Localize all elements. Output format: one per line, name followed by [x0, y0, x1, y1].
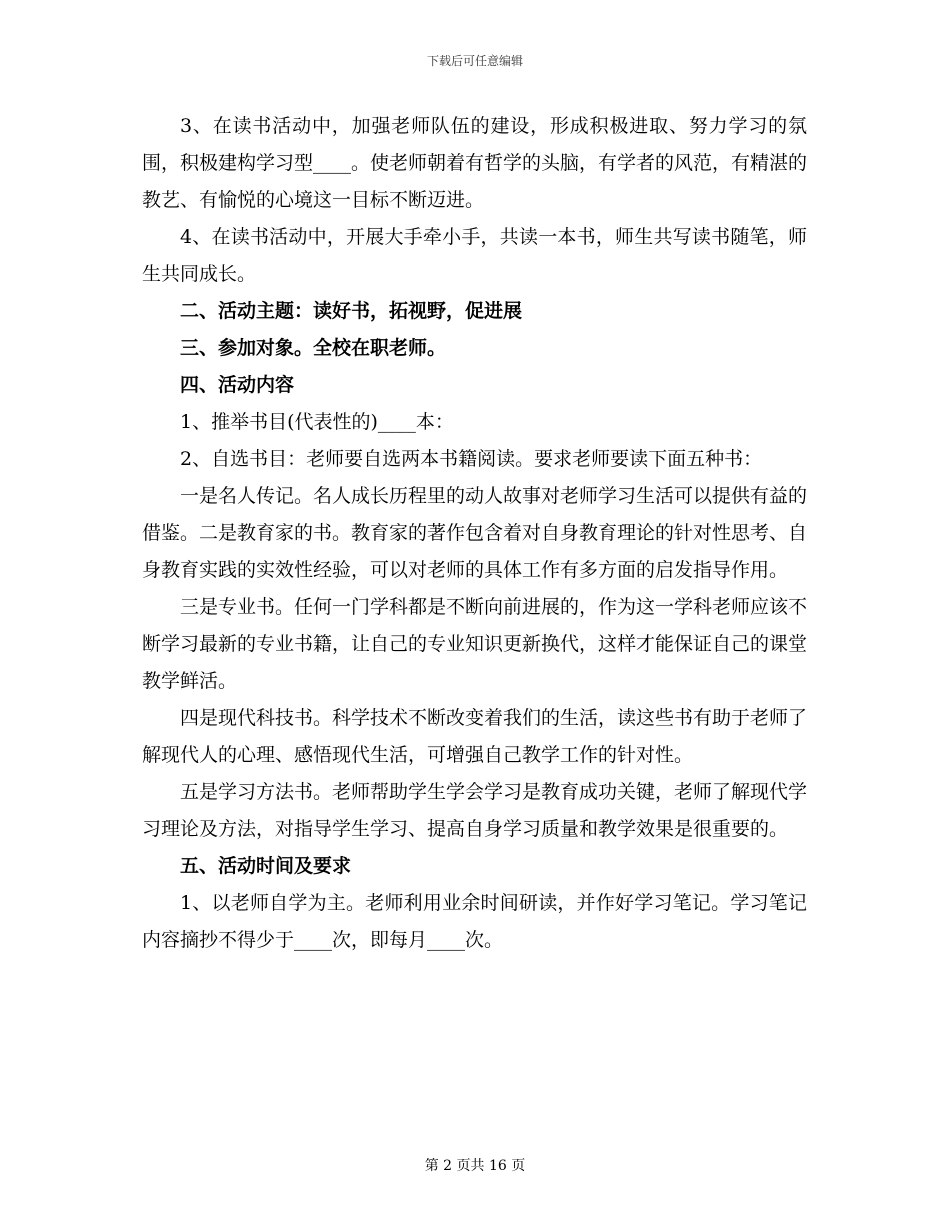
- paragraph-biographies: 一是名人传记。名人成长历程里的动人故事对老师学习生活可以提供有益的借鉴。二是教育家的书。教育家的著作包含着对自身教育理论的针对性思考、自身教育实践的实效性经验，可以对老师的具体工作有多方面的启发指导作用。: [142, 485, 808, 581]
- paragraph-science-books: 四是现代科技书。科学技术不断改变着我们的生活，读这些书有助于老师了解现代人的心理、感悟现代生活，可增强自己教学工作的针对性。: [142, 707, 808, 766]
- section-heading-content: 四、活动内容: [180, 374, 295, 396]
- paragraph-self-study: 1、以老师自学为主。老师利用业余时间研读，并作好学习笔记。学习笔记内容摘抄不得少于____次，即每月____次。: [142, 892, 807, 951]
- paragraph-recommended-books: 1、推举书目(代表性的)____本：: [180, 411, 454, 433]
- section-heading-participants: 三、参加对象。全校在职老师。: [180, 337, 447, 359]
- page-footer: 第 2 页共 16 页: [424, 1158, 526, 1174]
- document-body: [142, 108, 807, 959]
- section-heading-theme: 二、活动主题：读好书，拓视野，促进展: [180, 300, 523, 322]
- section-heading-time-requirements: 五、活动时间及要求: [180, 855, 352, 877]
- paragraph-self-selected-books: 2、自选书目：老师要自选两本书籍阅读。要求老师要读下面五种书：: [180, 448, 763, 470]
- paragraph-professional-books: 三是专业书。任何一门学科都是不断向前进展的，作为这一学科老师应该不断学习最新的专业书籍，让自己的专业知识更新换代，这样才能保证自己的课堂教学鲜活。: [142, 596, 808, 692]
- page-header: 下载后可任意编辑: [426, 54, 523, 68]
- paragraph-point-4: 4、在读书活动中，开展大手牵小手，共读一本书，师生共写读书随笔，师生共同成长。: [142, 226, 807, 285]
- paragraph-study-method-books: 五是学习方法书。老师帮助学生学会学习是教育成功关键，老师了解现代学习理论及方法，对指导学生学习、提高自身学习质量和教学效果是很重要的。: [142, 781, 808, 840]
- paragraph-point-3: 3、在读书活动中，加强老师队伍的建设，形成积极进取、努力学习的氛围，积极建构学习型____。使老师朝着有哲学的头脑，有学者的风范，有精湛的教艺、有愉悦的心境这一目标不断迈进。: [142, 115, 808, 211]
